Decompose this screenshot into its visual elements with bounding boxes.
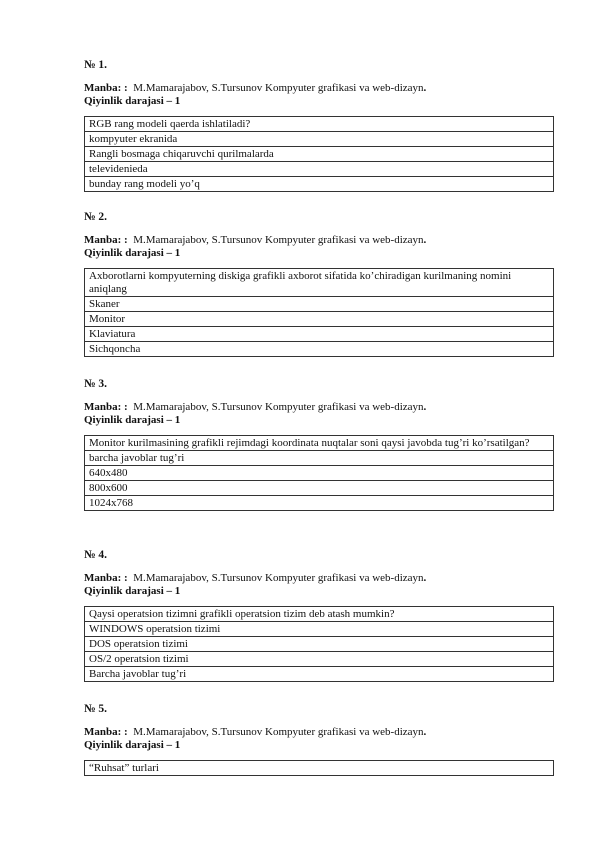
question-row — [85, 117, 554, 132]
question-block-3 — [84, 377, 554, 511]
question-text: “Ruhsat” turlari — [85, 761, 554, 776]
question-block-1 — [84, 58, 554, 192]
answer-option: televidenieda — [85, 162, 554, 177]
answer-row — [85, 652, 554, 667]
answer-option: Rangli bosmaga chiqaruvchi qurilmalarda — [85, 147, 554, 162]
source-dot: . — [423, 726, 427, 738]
answer-row — [85, 342, 554, 357]
question-meta — [84, 234, 554, 260]
question-number: № 2. — [84, 211, 108, 223]
difficulty-level: Qiyinlik darajasi – 1 — [84, 414, 181, 426]
difficulty-level: Qiyinlik darajasi – 1 — [84, 95, 181, 107]
answer-row — [85, 466, 554, 481]
question-table — [84, 760, 554, 776]
question-text: Monitor kurilmasining grafikli rejimdagi koordinata nuqtalar soni qaysi javobda tug’ri ko’rsatilgan? — [85, 436, 554, 451]
question-meta — [84, 726, 554, 752]
answer-option: bunday rang modeli yo’q — [85, 177, 554, 192]
question-row — [85, 436, 554, 451]
source-dot: . — [423, 401, 427, 413]
answer-option: Klaviatura — [85, 327, 554, 342]
source-text: M.Mamarajabov, S.Tursunov Kompyuter grafikasi va web-dizayn — [133, 234, 424, 246]
question-table — [84, 268, 554, 357]
source-text: M.Mamarajabov, S.Tursunov Kompyuter grafikasi va web-dizayn — [133, 401, 424, 413]
question-table — [84, 435, 554, 511]
source-text: M.Mamarajabov, S.Tursunov Kompyuter grafikasi va web-dizayn — [133, 82, 424, 94]
answer-option: OS/2 operatsion tizimi — [85, 652, 554, 667]
question-meta — [84, 572, 554, 598]
answer-row — [85, 451, 554, 466]
answer-row — [85, 622, 554, 637]
question-text: Qaysi operatsion tizimni grafikli operatsion tizim deb atash mumkin? — [85, 607, 554, 622]
answer-row — [85, 147, 554, 162]
answer-option: DOS operatsion tizimi — [85, 637, 554, 652]
source-label: Manba: : — [84, 234, 128, 246]
answer-option: kompyuter ekranida — [85, 132, 554, 147]
answer-row — [85, 162, 554, 177]
answer-option: WINDOWS operatsion tizimi — [85, 622, 554, 637]
source-label: Manba: : — [84, 726, 128, 738]
difficulty-level: Qiyinlik darajasi – 1 — [84, 585, 181, 597]
question-block-2 — [84, 210, 554, 357]
answer-option: Monitor — [85, 312, 554, 327]
source-label: Manba: : — [84, 401, 128, 413]
question-row — [85, 607, 554, 622]
source-text: M.Mamarajabov, S.Tursunov Kompyuter grafikasi va web-dizayn — [133, 572, 424, 584]
difficulty-level: Qiyinlik darajasi – 1 — [84, 739, 181, 751]
answer-row — [85, 481, 554, 496]
difficulty-level: Qiyinlik darajasi – 1 — [84, 247, 181, 259]
source-dot: . — [423, 572, 427, 584]
answer-row — [85, 637, 554, 652]
question-row — [85, 269, 554, 297]
question-meta — [84, 82, 554, 108]
answer-option: barcha javoblar tug’ri — [85, 451, 554, 466]
answer-option: 640x480 — [85, 466, 554, 481]
answer-row — [85, 312, 554, 327]
question-table — [84, 116, 554, 192]
question-text: Axborotlarni kompyuterning diskiga grafikli axborot sifatida ko’chiradigan kurilmaning nomini aniqlang — [85, 269, 554, 297]
answer-option: Skaner — [85, 297, 554, 312]
question-table — [84, 606, 554, 682]
source-dot: . — [423, 234, 427, 246]
answer-row — [85, 327, 554, 342]
question-number: № 3. — [84, 378, 108, 390]
question-row — [85, 761, 554, 776]
question-number: № 4. — [84, 549, 108, 561]
question-block-4 — [84, 548, 554, 682]
answer-option: Sichqoncha — [85, 342, 554, 357]
source-text: M.Mamarajabov, S.Tursunov Kompyuter grafikasi va web-dizayn — [133, 726, 424, 738]
source-label: Manba: : — [84, 572, 128, 584]
answer-row — [85, 496, 554, 511]
answer-row — [85, 297, 554, 312]
answer-row — [85, 132, 554, 147]
question-meta — [84, 401, 554, 427]
answer-row — [85, 667, 554, 682]
source-label: Manba: : — [84, 82, 128, 94]
answer-option: 1024x768 — [85, 496, 554, 511]
question-number: № 1. — [84, 59, 108, 71]
answer-row — [85, 177, 554, 192]
question-block-5 — [84, 702, 554, 776]
source-dot: . — [423, 82, 427, 94]
answer-option: 800x600 — [85, 481, 554, 496]
question-number: № 5. — [84, 703, 108, 715]
question-text: RGB rang modeli qaerda ishlatiladi? — [85, 117, 554, 132]
answer-option: Barcha javoblar tug’ri — [85, 667, 554, 682]
